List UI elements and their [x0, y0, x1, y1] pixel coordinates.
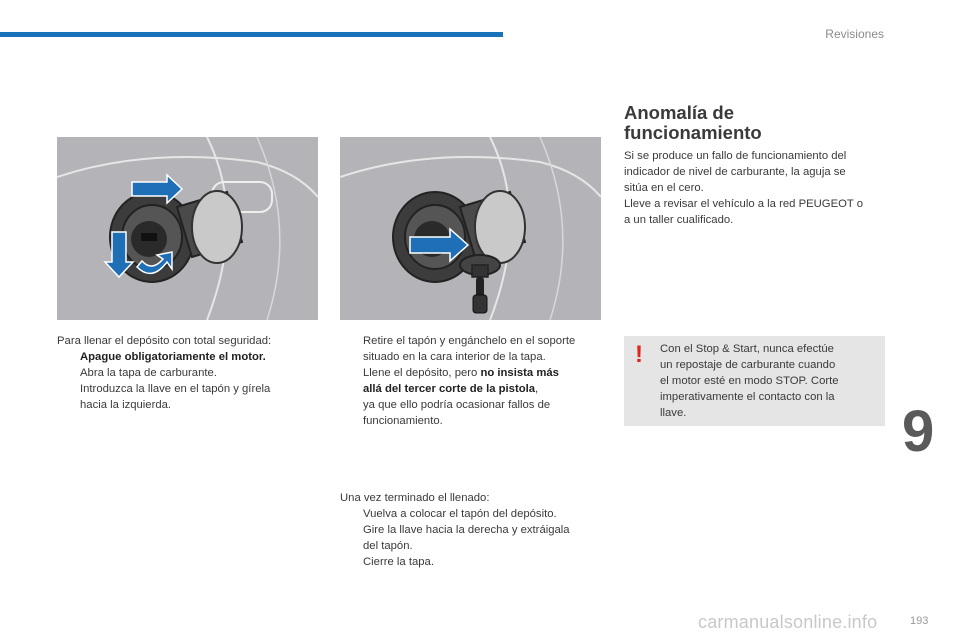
page-number: 193	[910, 615, 929, 627]
step-item	[340, 333, 610, 365]
warning-line: llave.	[660, 407, 687, 419]
step-text-line: ya que ello podría ocasionar fallos de	[363, 399, 551, 411]
warning-line: el motor esté en modo STOP. Corte	[660, 375, 839, 387]
refuel-instructions-column-2	[340, 333, 610, 429]
after-refuel-instructions	[340, 490, 610, 570]
step-item	[57, 365, 322, 381]
step-item	[57, 381, 322, 413]
section-heading-line: Anomalía de	[624, 102, 734, 123]
step-text: Apague obligatoriamente el motor.	[80, 351, 266, 363]
warning-line: un repostaje de carburante cuando	[660, 359, 836, 371]
warning-box	[624, 336, 885, 426]
warning-text	[660, 341, 870, 421]
fuel-cap-drawing-1	[57, 137, 318, 320]
step-text-line: funcionamiento.	[363, 415, 443, 427]
body-line: indicador de nivel de carburante, la aguja se	[624, 166, 846, 178]
step-text: ,	[535, 383, 539, 395]
warning-line: imperativamente el contacto con la	[660, 391, 835, 403]
step-item	[340, 522, 610, 554]
step-text-line: situado en la cara interior de la tapa.	[363, 351, 546, 363]
step-text-line: del tapón.	[363, 540, 413, 552]
section-heading-line: funcionamiento	[624, 122, 762, 143]
step-item	[340, 365, 610, 429]
step-text: Llene el depósito, pero	[363, 367, 481, 379]
refuel-instructions-column-1	[57, 333, 322, 413]
step-text-bold: no insista más	[480, 367, 559, 379]
fuel-cap-illustration-removed	[340, 137, 601, 320]
step-text: Cierre la tapa.	[363, 556, 434, 568]
step-item	[340, 554, 610, 570]
body-line: sitúa en el cero.	[624, 182, 704, 194]
section-heading	[624, 103, 884, 143]
step-item	[57, 349, 322, 365]
step-text: Abra la tapa de carburante.	[80, 367, 217, 379]
step-text-line: Gire la llave hacia la derecha y extráigala	[363, 524, 570, 536]
fuel-cap-drawing-2	[340, 137, 601, 320]
warning-line: Con el Stop & Start, nunca efectúe	[660, 343, 834, 355]
step-item	[340, 506, 610, 522]
chapter-title: Revisiones	[825, 27, 884, 41]
watermark: carmanualsonline.info	[698, 612, 878, 632]
section-body	[624, 148, 886, 228]
step-text-line: hacia la izquierda.	[80, 399, 172, 411]
step-text-line: Retire el tapón y engánchelo en el soporte	[363, 335, 576, 347]
intro-text: Una vez terminado el llenado:	[340, 492, 490, 504]
body-line: a un taller cualificado.	[624, 214, 734, 226]
intro-text: Para llenar el depósito con total seguridad:	[57, 335, 272, 347]
step-text-line: Introduzca la llave en el tapón y gírela	[80, 383, 271, 395]
step-text: Vuelva a colocar el tapón del depósito.	[363, 508, 557, 520]
body-line: Si se produce un fallo de funcionamiento del	[624, 150, 847, 162]
chapter-color-bar	[0, 32, 503, 37]
fuel-cap-illustration-open	[57, 137, 318, 320]
warning-icon: !	[635, 341, 643, 368]
chapter-number: 9	[902, 399, 935, 464]
body-line: Lleve a revisar el vehículo a la red PEUGEOT o	[624, 198, 864, 210]
step-text-bold: allá del tercer corte de la pistola	[363, 383, 536, 395]
